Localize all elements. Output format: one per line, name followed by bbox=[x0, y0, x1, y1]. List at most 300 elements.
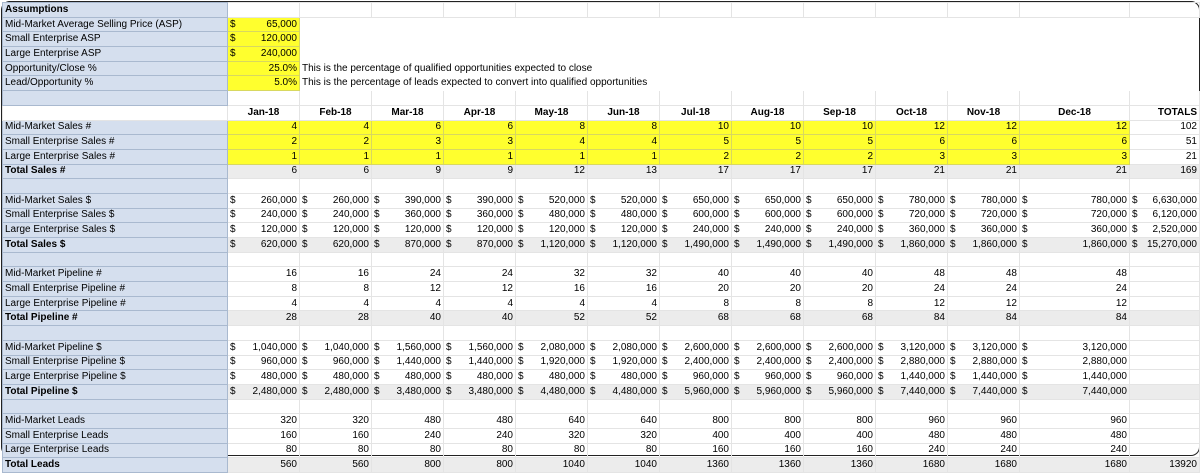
row-label[interactable]: Total Leads bbox=[3, 458, 228, 473]
value-cell[interactable]: 12 bbox=[444, 282, 516, 297]
value-cell[interactable]: 12 bbox=[876, 296, 948, 311]
empty-cell[interactable] bbox=[372, 326, 444, 341]
value-cell[interactable] bbox=[372, 223, 444, 238]
empty-cell[interactable] bbox=[372, 252, 444, 267]
totals-header[interactable]: TOTALS bbox=[1130, 105, 1200, 120]
value-cell[interactable]: 480 bbox=[1020, 428, 1130, 443]
value-cell[interactable]: 4 bbox=[444, 296, 516, 311]
value-cell[interactable] bbox=[444, 370, 516, 385]
value-cell[interactable]: 1 bbox=[516, 149, 588, 164]
empty-cell[interactable] bbox=[876, 179, 948, 194]
value-cell[interactable] bbox=[372, 370, 444, 385]
value-cell[interactable]: 2 bbox=[732, 149, 804, 164]
month-header[interactable]: Sep-18 bbox=[804, 105, 876, 120]
value-cell[interactable] bbox=[1020, 355, 1130, 370]
month-header[interactable]: Jun-18 bbox=[588, 105, 660, 120]
row-label[interactable]: Small Enterprise Sales $ bbox=[3, 208, 228, 223]
value-cell[interactable]: 480 bbox=[876, 428, 948, 443]
value-cell[interactable] bbox=[588, 384, 660, 399]
row-label[interactable]: Total Pipeline # bbox=[3, 311, 228, 326]
value-cell[interactable] bbox=[948, 384, 1020, 399]
value-cell[interactable] bbox=[732, 355, 804, 370]
assumption-label[interactable]: Small Enterprise ASP bbox=[3, 32, 228, 47]
value-cell[interactable] bbox=[444, 208, 516, 223]
row-total-cell[interactable] bbox=[1130, 238, 1200, 253]
month-header[interactable]: Dec-18 bbox=[1020, 105, 1130, 120]
empty-cell[interactable] bbox=[588, 91, 660, 106]
empty-cell[interactable] bbox=[660, 179, 732, 194]
value-cell[interactable]: 1040 bbox=[516, 458, 588, 473]
value-cell[interactable]: 32 bbox=[588, 267, 660, 282]
empty-cell[interactable] bbox=[804, 91, 876, 106]
empty-cell[interactable] bbox=[660, 3, 732, 18]
empty-cell[interactable] bbox=[1130, 91, 1200, 106]
row-total-cell[interactable] bbox=[1130, 223, 1200, 238]
row-label-cell[interactable] bbox=[3, 91, 228, 106]
empty-cell[interactable] bbox=[228, 3, 300, 18]
empty-cell[interactable] bbox=[660, 91, 732, 106]
empty-cell[interactable] bbox=[228, 91, 300, 106]
empty-cell[interactable] bbox=[876, 326, 948, 341]
empty-cell[interactable] bbox=[300, 326, 372, 341]
value-cell[interactable]: 160 bbox=[660, 443, 732, 458]
assumptions-title[interactable]: Assumptions bbox=[3, 3, 228, 18]
value-cell[interactable]: 160 bbox=[300, 428, 372, 443]
value-cell[interactable]: 32 bbox=[516, 267, 588, 282]
row-label[interactable]: Total Sales $ bbox=[3, 238, 228, 253]
empty-cell[interactable] bbox=[732, 252, 804, 267]
month-header[interactable]: Nov-18 bbox=[948, 105, 1020, 120]
value-cell[interactable]: 640 bbox=[588, 414, 660, 429]
value-cell[interactable]: 84 bbox=[948, 311, 1020, 326]
value-cell[interactable] bbox=[228, 193, 300, 208]
value-cell[interactable]: 240 bbox=[876, 443, 948, 458]
value-cell[interactable] bbox=[588, 193, 660, 208]
value-cell[interactable] bbox=[660, 223, 732, 238]
value-cell[interactable]: 4 bbox=[372, 296, 444, 311]
value-cell[interactable] bbox=[948, 208, 1020, 223]
value-cell[interactable] bbox=[588, 370, 660, 385]
value-cell[interactable]: 4 bbox=[588, 296, 660, 311]
assumption-note[interactable]: This is the percentage of leads expected to convert into qualified opportunities bbox=[302, 77, 648, 89]
empty-cell[interactable] bbox=[948, 326, 1020, 341]
value-cell[interactable] bbox=[228, 223, 300, 238]
row-total-cell[interactable] bbox=[1130, 340, 1200, 355]
empty-cell[interactable] bbox=[1130, 399, 1200, 414]
value-cell[interactable]: 6 bbox=[372, 120, 444, 135]
empty-cell[interactable] bbox=[444, 399, 516, 414]
value-cell[interactable]: 3 bbox=[372, 135, 444, 150]
row-label-cell[interactable] bbox=[3, 179, 228, 194]
value-cell[interactable]: 960 bbox=[948, 414, 1020, 429]
value-cell[interactable]: 12 bbox=[1020, 120, 1130, 135]
row-total-cell[interactable] bbox=[1130, 282, 1200, 297]
value-cell[interactable]: 1 bbox=[372, 149, 444, 164]
value-cell[interactable] bbox=[516, 355, 588, 370]
value-cell[interactable]: 240 bbox=[444, 428, 516, 443]
value-cell[interactable]: 560 bbox=[228, 458, 300, 473]
value-cell[interactable] bbox=[732, 238, 804, 253]
value-cell[interactable]: 2 bbox=[300, 135, 372, 150]
empty-cell[interactable] bbox=[732, 3, 804, 18]
value-cell[interactable]: 160 bbox=[732, 443, 804, 458]
value-cell[interactable]: 3 bbox=[948, 149, 1020, 164]
value-cell[interactable] bbox=[516, 223, 588, 238]
row-label[interactable]: Total Pipeline $ bbox=[3, 384, 228, 399]
value-cell[interactable]: 40 bbox=[372, 311, 444, 326]
row-label[interactable]: Small Enterprise Leads bbox=[3, 428, 228, 443]
value-cell[interactable] bbox=[1020, 193, 1130, 208]
row-label[interactable]: Small Enterprise Pipeline # bbox=[3, 282, 228, 297]
value-cell[interactable]: 17 bbox=[732, 164, 804, 179]
row-total-cell[interactable]: 21 bbox=[1130, 149, 1200, 164]
empty-cell[interactable] bbox=[1020, 91, 1130, 106]
value-cell[interactable] bbox=[876, 340, 948, 355]
value-cell[interactable]: 400 bbox=[660, 428, 732, 443]
value-cell[interactable] bbox=[948, 238, 1020, 253]
value-cell[interactable]: 21 bbox=[948, 164, 1020, 179]
value-cell[interactable]: 5 bbox=[732, 135, 804, 150]
empty-cell[interactable] bbox=[300, 179, 372, 194]
value-cell[interactable] bbox=[732, 384, 804, 399]
value-cell[interactable]: 1360 bbox=[804, 458, 876, 473]
value-cell[interactable]: 28 bbox=[228, 311, 300, 326]
value-cell[interactable] bbox=[804, 208, 876, 223]
value-cell[interactable]: 960 bbox=[1020, 414, 1130, 429]
empty-cell[interactable] bbox=[948, 252, 1020, 267]
value-cell[interactable]: 4 bbox=[300, 296, 372, 311]
value-cell[interactable]: 48 bbox=[1020, 267, 1130, 282]
value-cell[interactable]: 800 bbox=[804, 414, 876, 429]
assumption-label[interactable]: Large Enterprise ASP bbox=[3, 47, 228, 62]
value-cell[interactable]: 320 bbox=[228, 414, 300, 429]
row-total-cell[interactable]: 51 bbox=[1130, 135, 1200, 150]
value-cell[interactable]: 2 bbox=[804, 149, 876, 164]
value-cell[interactable]: 4 bbox=[228, 296, 300, 311]
value-cell[interactable]: 1680 bbox=[1020, 458, 1130, 473]
value-cell[interactable]: 21 bbox=[876, 164, 948, 179]
assumption-value[interactable] bbox=[228, 47, 300, 62]
month-header[interactable]: Jan-18 bbox=[228, 105, 300, 120]
assumption-label[interactable]: Mid-Market Average Selling Price (ASP) bbox=[3, 17, 228, 32]
value-cell[interactable]: 20 bbox=[660, 282, 732, 297]
value-cell[interactable]: 2 bbox=[228, 135, 300, 150]
value-cell[interactable]: 320 bbox=[516, 428, 588, 443]
assumption-note[interactable] bbox=[300, 17, 1200, 32]
assumption-value[interactable] bbox=[228, 32, 300, 47]
row-label[interactable]: Large Enterprise Sales $ bbox=[3, 223, 228, 238]
empty-cell[interactable] bbox=[228, 252, 300, 267]
value-cell[interactable] bbox=[372, 193, 444, 208]
value-cell[interactable] bbox=[660, 340, 732, 355]
value-cell[interactable]: 16 bbox=[516, 282, 588, 297]
value-cell[interactable]: 5 bbox=[660, 135, 732, 150]
value-cell[interactable]: 21 bbox=[1020, 164, 1130, 179]
empty-cell[interactable] bbox=[948, 91, 1020, 106]
value-cell[interactable] bbox=[804, 193, 876, 208]
value-cell[interactable]: 8 bbox=[804, 296, 876, 311]
value-cell[interactable]: 52 bbox=[588, 311, 660, 326]
value-cell[interactable] bbox=[300, 384, 372, 399]
value-cell[interactable]: 28 bbox=[300, 311, 372, 326]
value-cell[interactable]: 16 bbox=[588, 282, 660, 297]
row-label[interactable]: Large Enterprise Pipeline $ bbox=[3, 370, 228, 385]
value-cell[interactable]: 4 bbox=[588, 135, 660, 150]
value-cell[interactable]: 24 bbox=[948, 282, 1020, 297]
empty-cell[interactable] bbox=[300, 252, 372, 267]
assumption-label[interactable]: Opportunity/Close % bbox=[3, 61, 228, 76]
value-cell[interactable]: 84 bbox=[1020, 311, 1130, 326]
value-cell[interactable]: 8 bbox=[300, 282, 372, 297]
row-total-cell[interactable] bbox=[1130, 193, 1200, 208]
value-cell[interactable]: 16 bbox=[228, 267, 300, 282]
value-cell[interactable] bbox=[588, 355, 660, 370]
empty-cell[interactable] bbox=[876, 252, 948, 267]
row-total-cell[interactable] bbox=[1130, 355, 1200, 370]
value-cell[interactable] bbox=[804, 340, 876, 355]
row-total-cell[interactable]: 102 bbox=[1130, 120, 1200, 135]
row-label-cell[interactable] bbox=[3, 399, 228, 414]
value-cell[interactable]: 24 bbox=[1020, 282, 1130, 297]
value-cell[interactable]: 24 bbox=[876, 282, 948, 297]
value-cell[interactable] bbox=[660, 238, 732, 253]
value-cell[interactable]: 400 bbox=[804, 428, 876, 443]
value-cell[interactable]: 240 bbox=[372, 428, 444, 443]
month-header[interactable]: Apr-18 bbox=[444, 105, 516, 120]
value-cell[interactable]: 3 bbox=[444, 135, 516, 150]
assumption-note[interactable]: This is the percentage of qualified opportunities expected to close bbox=[302, 62, 593, 74]
value-cell[interactable]: 12 bbox=[948, 120, 1020, 135]
empty-cell[interactable] bbox=[228, 326, 300, 341]
value-cell[interactable]: 4 bbox=[300, 120, 372, 135]
empty-cell[interactable] bbox=[948, 3, 1020, 18]
empty-cell[interactable] bbox=[300, 399, 372, 414]
value-cell[interactable] bbox=[300, 370, 372, 385]
value-cell[interactable]: 13 bbox=[588, 164, 660, 179]
value-cell[interactable]: 6 bbox=[444, 120, 516, 135]
empty-cell[interactable] bbox=[3, 105, 228, 120]
empty-cell[interactable] bbox=[516, 326, 588, 341]
value-cell[interactable] bbox=[660, 355, 732, 370]
value-cell[interactable] bbox=[588, 223, 660, 238]
assumption-value[interactable] bbox=[228, 61, 300, 76]
row-total-cell[interactable] bbox=[1130, 384, 1200, 399]
value-cell[interactable] bbox=[660, 384, 732, 399]
empty-cell[interactable] bbox=[444, 252, 516, 267]
row-total-cell[interactable]: 169 bbox=[1130, 164, 1200, 179]
value-cell[interactable]: 3 bbox=[1020, 149, 1130, 164]
value-cell[interactable]: 480 bbox=[372, 414, 444, 429]
empty-cell[interactable] bbox=[372, 3, 444, 18]
value-cell[interactable] bbox=[228, 340, 300, 355]
value-cell[interactable]: 1680 bbox=[876, 458, 948, 473]
assumption-note[interactable] bbox=[300, 32, 1200, 47]
value-cell[interactable]: 560 bbox=[300, 458, 372, 473]
value-cell[interactable] bbox=[300, 340, 372, 355]
empty-cell[interactable] bbox=[588, 399, 660, 414]
value-cell[interactable] bbox=[228, 208, 300, 223]
value-cell[interactable]: 8 bbox=[516, 120, 588, 135]
value-cell[interactable] bbox=[228, 384, 300, 399]
value-cell[interactable]: 800 bbox=[660, 414, 732, 429]
value-cell[interactable]: 240 bbox=[1020, 443, 1130, 458]
empty-cell[interactable] bbox=[444, 3, 516, 18]
value-cell[interactable] bbox=[588, 208, 660, 223]
assumption-value[interactable] bbox=[228, 76, 300, 91]
value-cell[interactable]: 40 bbox=[804, 267, 876, 282]
row-label[interactable]: Mid-Market Pipeline # bbox=[3, 267, 228, 282]
row-label[interactable]: Small Enterprise Sales # bbox=[3, 135, 228, 150]
empty-cell[interactable] bbox=[516, 252, 588, 267]
value-cell[interactable] bbox=[804, 384, 876, 399]
value-cell[interactable] bbox=[660, 370, 732, 385]
value-cell[interactable]: 10 bbox=[804, 120, 876, 135]
value-cell[interactable]: 4 bbox=[516, 135, 588, 150]
value-cell[interactable]: 960 bbox=[876, 414, 948, 429]
row-label[interactable]: Small Enterprise Pipeline $ bbox=[3, 355, 228, 370]
empty-cell[interactable] bbox=[1130, 3, 1200, 18]
value-cell[interactable] bbox=[1020, 370, 1130, 385]
value-cell[interactable] bbox=[876, 355, 948, 370]
row-label[interactable]: Mid-Market Sales # bbox=[3, 120, 228, 135]
value-cell[interactable]: 68 bbox=[660, 311, 732, 326]
empty-cell[interactable] bbox=[948, 179, 1020, 194]
value-cell[interactable] bbox=[948, 223, 1020, 238]
empty-cell[interactable] bbox=[1020, 326, 1130, 341]
value-cell[interactable]: 48 bbox=[876, 267, 948, 282]
value-cell[interactable] bbox=[372, 355, 444, 370]
month-header[interactable]: Aug-18 bbox=[732, 105, 804, 120]
value-cell[interactable]: 160 bbox=[804, 443, 876, 458]
month-header[interactable]: Mar-18 bbox=[372, 105, 444, 120]
row-total-cell[interactable] bbox=[1130, 428, 1200, 443]
value-cell[interactable] bbox=[372, 208, 444, 223]
row-total-cell[interactable] bbox=[1130, 267, 1200, 282]
value-cell[interactable]: 8 bbox=[228, 282, 300, 297]
value-cell[interactable] bbox=[948, 370, 1020, 385]
value-cell[interactable]: 1040 bbox=[588, 458, 660, 473]
value-cell[interactable] bbox=[732, 193, 804, 208]
row-label[interactable]: Mid-Market Pipeline $ bbox=[3, 340, 228, 355]
empty-cell[interactable] bbox=[300, 3, 372, 18]
value-cell[interactable] bbox=[444, 340, 516, 355]
value-cell[interactable]: 1 bbox=[228, 149, 300, 164]
value-cell[interactable]: 320 bbox=[300, 414, 372, 429]
value-cell[interactable]: 12 bbox=[1020, 296, 1130, 311]
empty-cell[interactable] bbox=[732, 399, 804, 414]
value-cell[interactable] bbox=[1020, 208, 1130, 223]
row-total-cell[interactable] bbox=[1130, 414, 1200, 429]
value-cell[interactable]: 1 bbox=[588, 149, 660, 164]
empty-cell[interactable] bbox=[228, 399, 300, 414]
value-cell[interactable]: 480 bbox=[444, 414, 516, 429]
value-cell[interactable]: 10 bbox=[660, 120, 732, 135]
value-cell[interactable] bbox=[444, 355, 516, 370]
value-cell[interactable] bbox=[876, 384, 948, 399]
row-label[interactable]: Mid-Market Sales $ bbox=[3, 193, 228, 208]
empty-cell[interactable] bbox=[732, 91, 804, 106]
value-cell[interactable] bbox=[876, 193, 948, 208]
row-label[interactable]: Mid-Market Leads bbox=[3, 414, 228, 429]
value-cell[interactable]: 10 bbox=[732, 120, 804, 135]
month-header[interactable]: Jul-18 bbox=[660, 105, 732, 120]
value-cell[interactable] bbox=[1020, 238, 1130, 253]
month-header[interactable]: Feb-18 bbox=[300, 105, 372, 120]
value-cell[interactable] bbox=[804, 370, 876, 385]
value-cell[interactable]: 8 bbox=[588, 120, 660, 135]
value-cell[interactable]: 3 bbox=[876, 149, 948, 164]
value-cell[interactable] bbox=[732, 208, 804, 223]
value-cell[interactable]: 6 bbox=[300, 164, 372, 179]
empty-cell[interactable] bbox=[804, 3, 876, 18]
value-cell[interactable] bbox=[732, 340, 804, 355]
value-cell[interactable] bbox=[732, 370, 804, 385]
value-cell[interactable]: 80 bbox=[300, 443, 372, 458]
row-label[interactable]: Large Enterprise Sales # bbox=[3, 149, 228, 164]
empty-cell[interactable] bbox=[804, 252, 876, 267]
value-cell[interactable] bbox=[804, 355, 876, 370]
value-cell[interactable]: 8 bbox=[660, 296, 732, 311]
month-header[interactable]: May-18 bbox=[516, 105, 588, 120]
value-cell[interactable] bbox=[588, 238, 660, 253]
value-cell[interactable]: 17 bbox=[660, 164, 732, 179]
empty-cell[interactable] bbox=[588, 252, 660, 267]
value-cell[interactable] bbox=[444, 193, 516, 208]
value-cell[interactable] bbox=[588, 340, 660, 355]
empty-cell[interactable] bbox=[804, 179, 876, 194]
value-cell[interactable]: 6 bbox=[228, 164, 300, 179]
empty-cell[interactable] bbox=[732, 326, 804, 341]
empty-cell[interactable] bbox=[1130, 252, 1200, 267]
empty-cell[interactable] bbox=[588, 326, 660, 341]
row-label[interactable]: Large Enterprise Leads bbox=[3, 443, 228, 458]
empty-cell[interactable] bbox=[1020, 179, 1130, 194]
value-cell[interactable]: 12 bbox=[876, 120, 948, 135]
value-cell[interactable]: 640 bbox=[516, 414, 588, 429]
row-label-cell[interactable] bbox=[3, 252, 228, 267]
empty-cell[interactable] bbox=[876, 91, 948, 106]
value-cell[interactable]: 5 bbox=[804, 135, 876, 150]
empty-cell[interactable] bbox=[1020, 252, 1130, 267]
value-cell[interactable]: 40 bbox=[660, 267, 732, 282]
assumption-value[interactable] bbox=[228, 17, 300, 32]
empty-cell[interactable] bbox=[300, 91, 372, 106]
value-cell[interactable] bbox=[1020, 223, 1130, 238]
empty-cell[interactable] bbox=[876, 399, 948, 414]
value-cell[interactable] bbox=[228, 370, 300, 385]
value-cell[interactable]: 6 bbox=[876, 135, 948, 150]
value-cell[interactable]: 20 bbox=[804, 282, 876, 297]
empty-cell[interactable] bbox=[1020, 399, 1130, 414]
empty-cell[interactable] bbox=[228, 179, 300, 194]
row-total-cell[interactable] bbox=[1130, 296, 1200, 311]
empty-cell[interactable] bbox=[372, 179, 444, 194]
assumption-label[interactable]: Lead/Opportunity % bbox=[3, 76, 228, 91]
empty-cell[interactable] bbox=[444, 91, 516, 106]
value-cell[interactable] bbox=[300, 193, 372, 208]
value-cell[interactable] bbox=[516, 208, 588, 223]
value-cell[interactable]: 12 bbox=[516, 164, 588, 179]
value-cell[interactable] bbox=[948, 340, 1020, 355]
value-cell[interactable]: 68 bbox=[804, 311, 876, 326]
empty-cell[interactable] bbox=[588, 179, 660, 194]
row-total-cell[interactable] bbox=[1130, 370, 1200, 385]
empty-cell[interactable] bbox=[372, 91, 444, 106]
value-cell[interactable]: 12 bbox=[372, 282, 444, 297]
value-cell[interactable] bbox=[516, 340, 588, 355]
value-cell[interactable] bbox=[300, 208, 372, 223]
month-header[interactable]: Oct-18 bbox=[876, 105, 948, 120]
